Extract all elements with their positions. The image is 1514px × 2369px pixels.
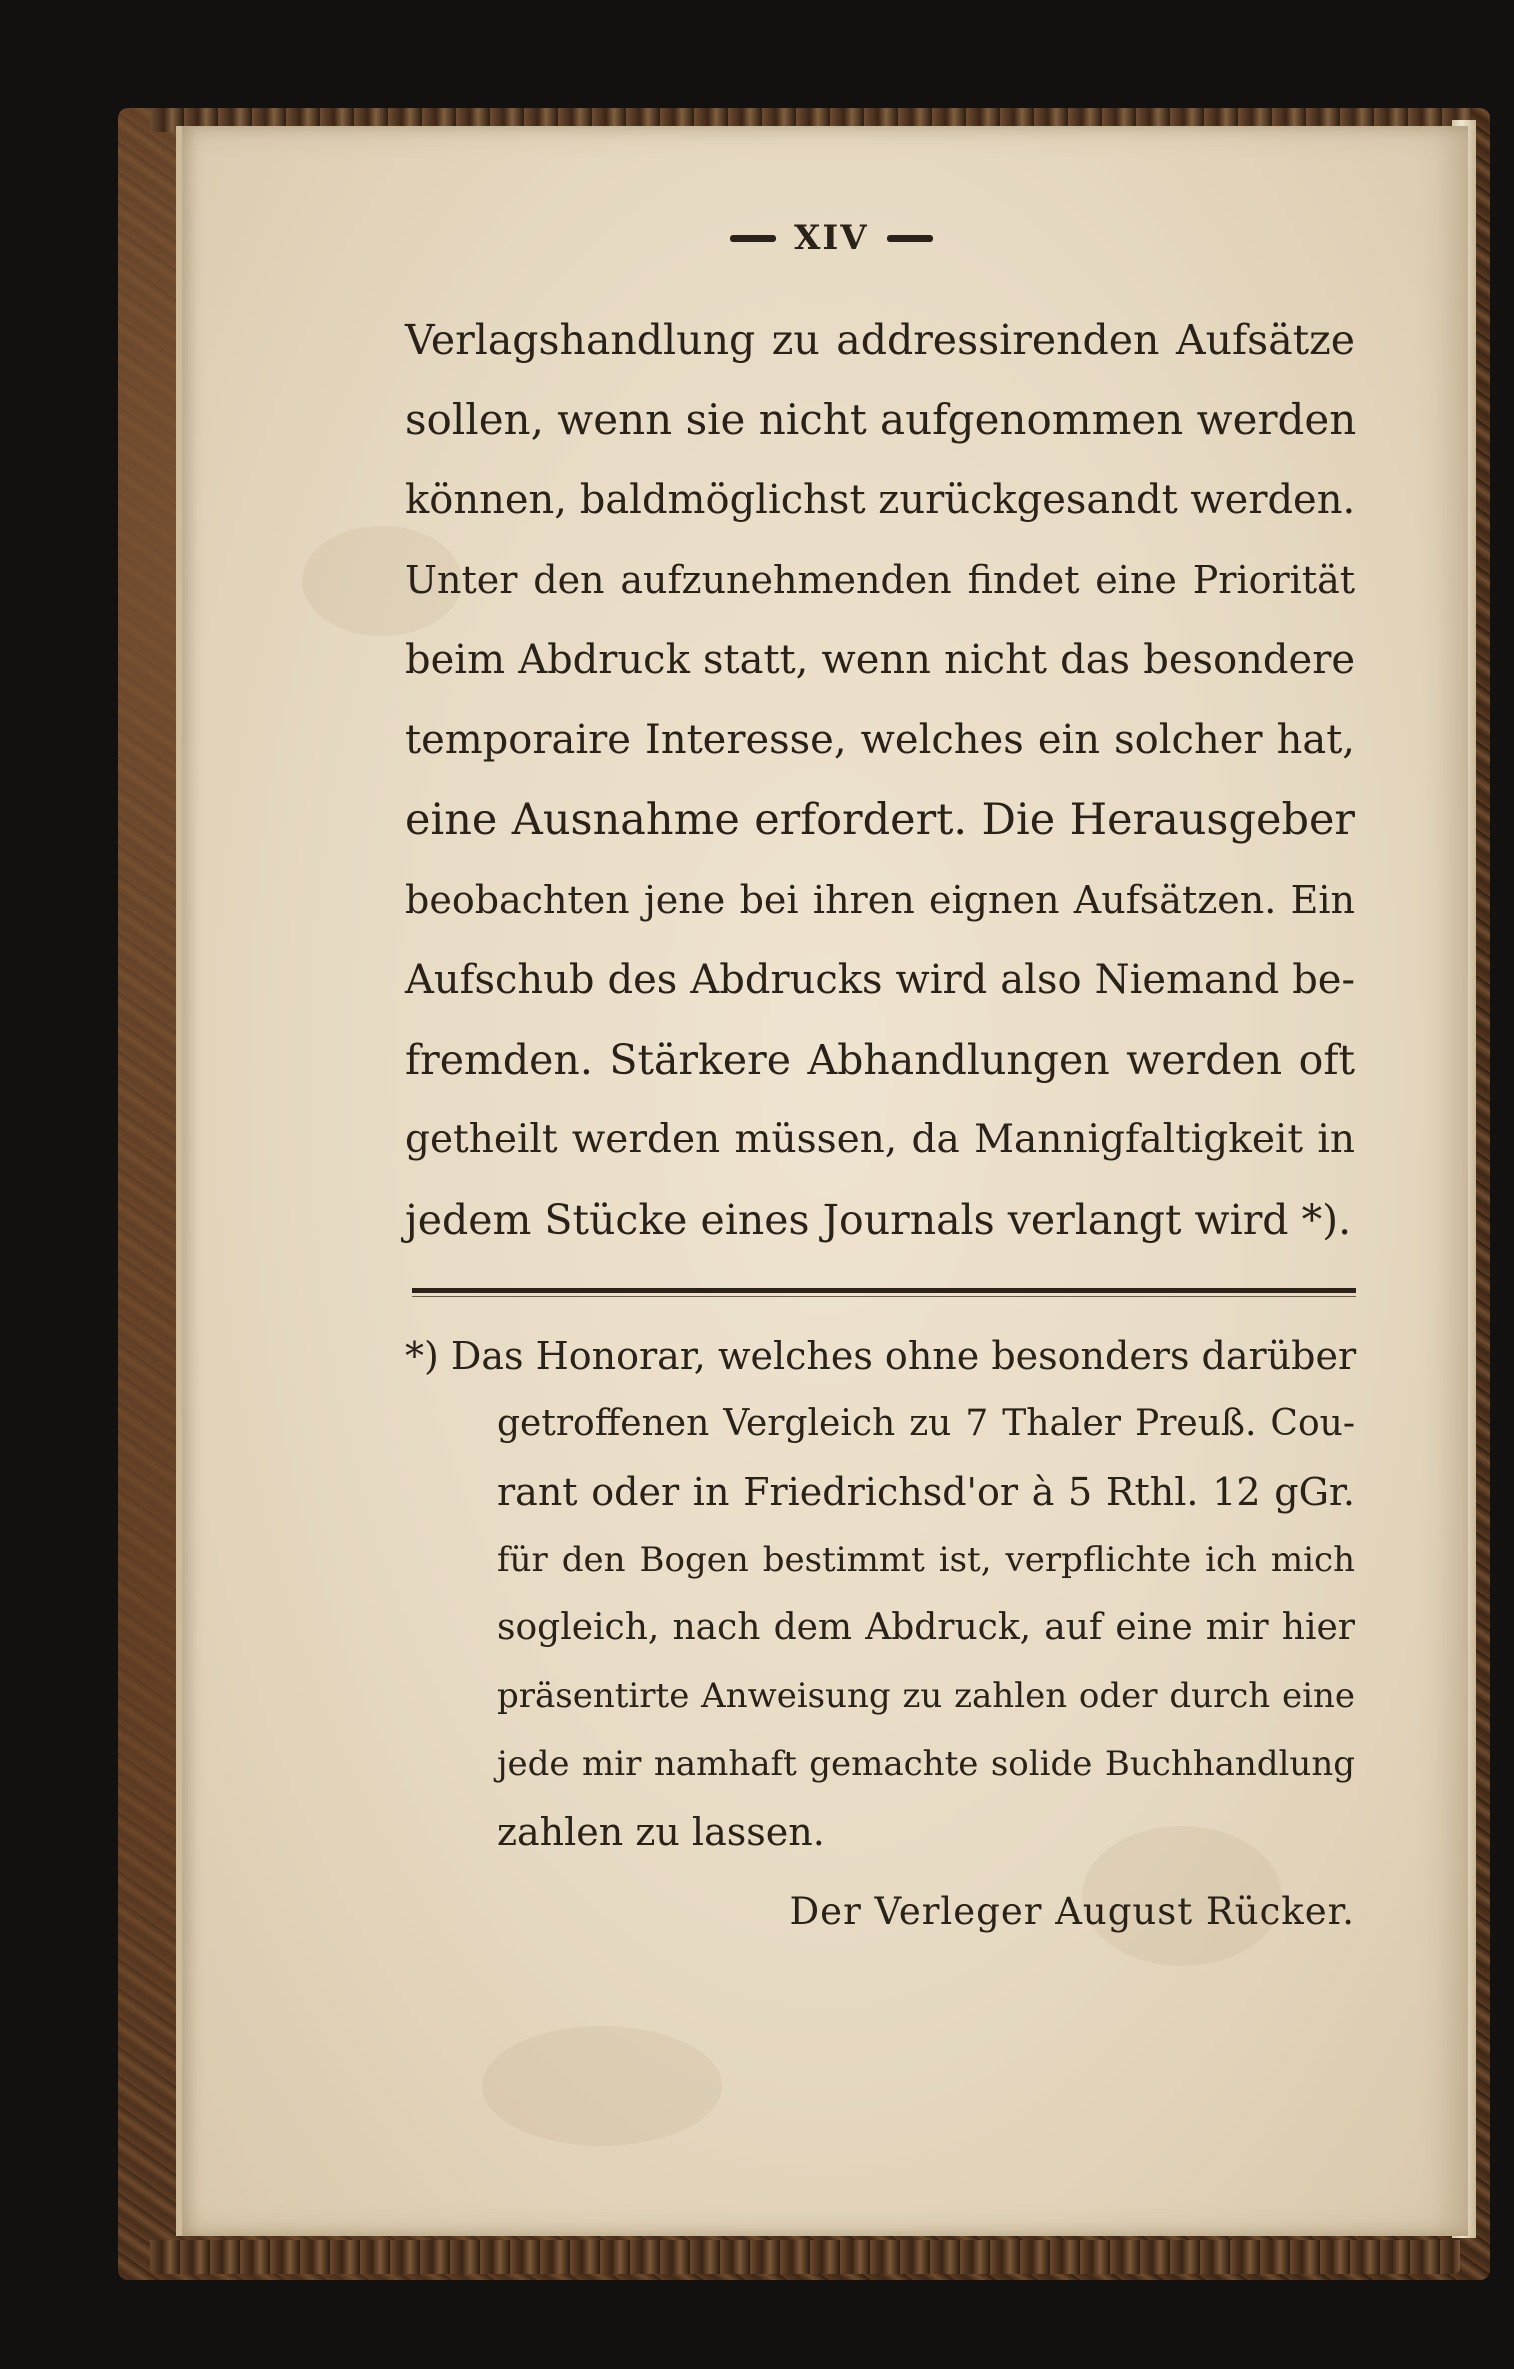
footnote-line: zahlen zu lassen. [497,1810,825,1854]
footnote-line: präsentirte Anweisung zu zahlen oder durch eine [497,1676,1355,1716]
text-line: Unter den aufzunehmenden findet eine Priorität [405,558,1355,602]
text-line: Verlagshandlung zu addressirenden Aufsätze [405,316,1355,364]
footnote-line: getroffenen Vergleich zu 7 Thaler Preuß. Cou- [497,1403,1355,1444]
header-dash-right [887,235,933,242]
text-line: jedem Stücke eines Journals verlangt wird *). [405,1196,1352,1244]
publisher-signature: Der Verleger August Rücker. [789,1890,1355,1933]
text-line: fremden. Stärkere Abhandlungen werden oft [405,1036,1355,1084]
paper-stain [482,2026,722,2146]
text-line: getheilt werden müssen, da Mannigfaltigkeit in [405,1117,1355,1162]
footnote-line: rant oder in Friedrichsd'or à 5 Rthl. 12 gGr. [497,1470,1355,1514]
header-dash-left [730,235,776,242]
text-line: eine Ausnahme erfordert. Die Herausgeber [405,795,1355,845]
footnote-line: jede mir namhaft gemachte solide Buchhandlung [497,1744,1355,1784]
text-line: sollen, wenn sie nicht aufgenommen werden [405,395,1357,444]
footnote-separator-rule-thin [412,1296,1356,1297]
page-header [730,218,933,258]
page-number: XIV [794,218,869,258]
text-line: beim Abdruck statt, wenn nicht das besondere [405,637,1355,683]
text-line: Aufschub des Abdrucks wird also Niemand be- [405,957,1355,1003]
text-line: temporaire Interesse, welches ein solcher hat, [405,717,1355,763]
text-line: beobachten jene bei ihren eignen Aufsätzen. Ein [405,878,1355,922]
book-cover-bottom-edge [150,2240,1460,2274]
text-line: können, baldmöglichst zurückgesandt werden. [405,477,1356,523]
footnote-line: sogleich, nach dem Abdruck, auf eine mir hier [497,1607,1355,1648]
footnote-separator-rule [412,1288,1356,1293]
footnote-line: für den Bogen bestimmt ist, verpflichte ich mich [497,1540,1355,1580]
footnote-line: *) Das Honorar, welches ohne besonders darüber [405,1334,1357,1378]
